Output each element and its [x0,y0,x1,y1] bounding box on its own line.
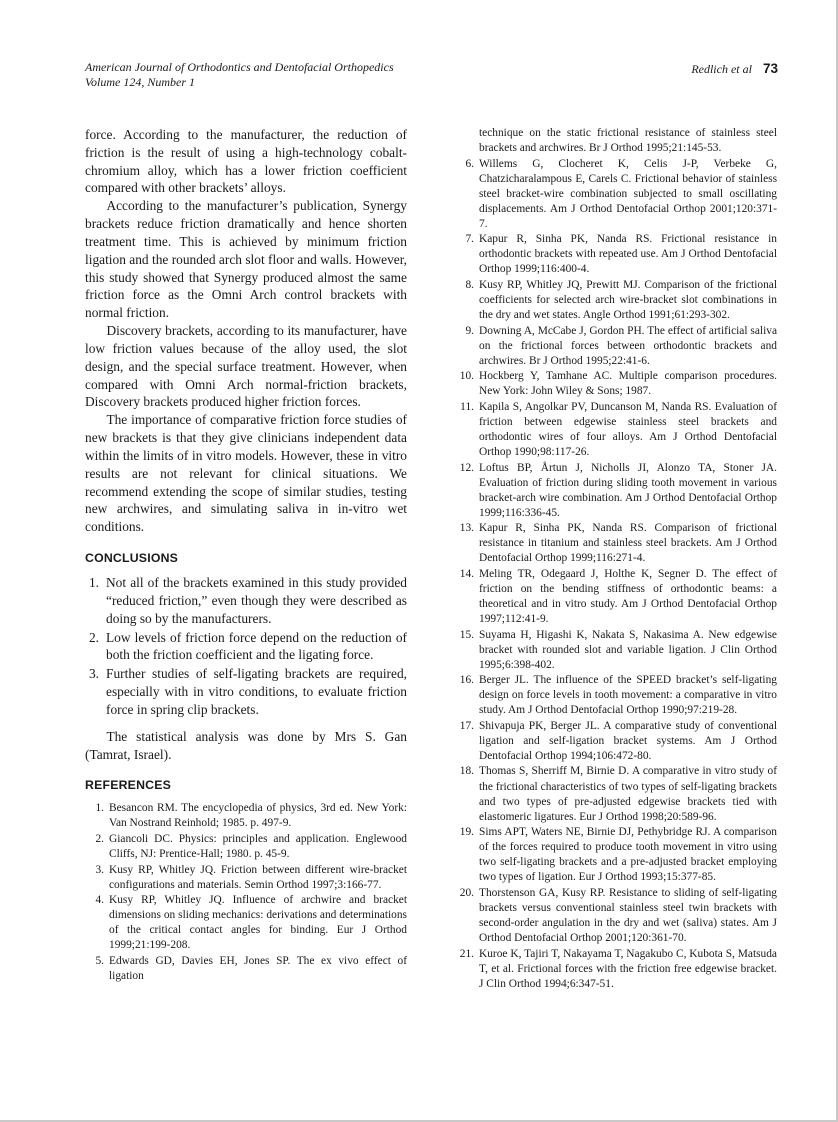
reference-number: 4. [95,894,104,907]
reference-number: 19. [459,826,474,839]
reference-text: Suyama H, Higashi K, Nakata S, Nakasima A. New edgewise bracket with rounded slot and variable ligation. J Clin Orthod 1995;6:398-402. [479,628,777,671]
body-paragraph: Discovery brackets, according to its manufacturer, have low friction values because of the alloy used, the slot design, and the special surface treatment. However, when compared with Omni Arch normal-friction brackets, Discovery brackets produced higher friction forces. [85,323,407,410]
running-authors: Redlich et al [691,62,752,76]
reference-number: 13. [459,522,474,535]
page-number: 73 [762,61,778,76]
reference-item [85,863,407,893]
reference-item [455,369,777,399]
reference-number: 1. [95,802,104,815]
reference-text: Hockberg Y, Tamhane AC. Multiple comparison procedures. New York: John Wiley & Sons; 1987. [479,370,777,398]
journal-header-block [85,60,394,90]
reference-text: Shivapuja PK, Berger JL. A comparative study of conventional ligation and self-ligation bracket systems. Am J Orthod Dentofacial Orthop 1994;106:472-80. [479,719,777,762]
conclusion-item [85,665,407,718]
acknowledgment-paragraph: The statistical analysis was done by Mrs S. Gan (Tamrat, Israel). [85,728,407,762]
reference-text: Loftus BP, Årtun J, Nicholls JI, Alonzo TA, Stoner JA. Evaluation of friction during sliding tooth movement in various bracket-arch wire combination. Am J Orthod Dentofacial Orthop 1999;116:336-45. [479,461,777,519]
reference-number: 18. [459,765,474,778]
conclusion-number: 2. [88,629,99,645]
reference-number: 20. [459,886,474,899]
reference-text: Kusy RP, Whitley JQ, Prewitt MJ. Comparison of the frictional coefficients for selected arch wire-bracket slot combinations in the dry and wet states. Angle Orthod 1991;61:293-302. [479,278,777,322]
reference-continuation: technique on the static frictional resistance of stainless steel brackets and archwires. Br J Orthod 1995;21:145-53. [479,127,777,155]
reference-text: Kuroe K, Tajiri T, Nakayama T, Nagakubo C, Kubota S, Matsuda T, et al. Frictional forces with the friction free edgewise bracket. J Clin Orthod 1994;6:347-51. [479,947,777,990]
reference-item [455,947,777,992]
left-column [85,126,407,992]
reference-text: Besancon RM. The encyclopedia of physics, 3rd ed. New York: Van Nostrand Reinhold; 1985. p. 497-9. [109,802,407,830]
reference-text: Giancoli DC. Physics: principles and application. Englewood Cliffs, NJ: Prentice-Hall; 1980. p. 45-9. [109,832,407,860]
reference-item [85,954,407,984]
reference-text: Thorstenson GA, Kusy RP. Resistance to sliding of self-ligating brackets versus conventional stainless steel twin brackets with second-order angulation in the dry and wet (saliva) states. Am J Orthod Dentofacial Orthop 2001;120:361-70. [479,886,777,944]
reference-item [85,832,407,862]
reference-item [455,719,777,764]
body-paragraph: According to the manufacturer’s publication, Synergy brackets reduce friction dramatically and hence shorten treatment time. This is achieved by minimum friction ligation and the rounded arch slot floor and walls. However, this study showed that Synergy produced almost the same friction force as the Omni Arch control brackets with normal friction. [85,198,407,321]
reference-item [455,521,777,566]
reference-number: 5. [95,954,104,967]
reference-number: 6. [465,157,474,170]
reference-number: 2. [95,832,104,845]
reference-item [455,324,777,369]
reference-text: Downing A, McCabe J, Gordon PH. The effect of artificial saliva on the frictional forces between orthodontic brackets and archwires. Br J Orthod 1995;22:41-6. [479,324,777,367]
page-header [85,60,778,90]
reference-text: Willems G, Clocheret K, Celis J-P, Verbeke G, Chatzicharalampous E, Carels C. Frictional behavior of stainless steel bracket-wire combination subjected to small oscillating displacements. Am J Orthod Dentofacial Orthop 2001;120:371-7. [479,157,777,230]
reference-number: 12. [459,461,474,474]
reference-number: 15. [459,628,474,641]
reference-item [455,673,777,718]
journal-issue: Volume 124, Number 1 [85,75,195,89]
reference-item [455,825,777,885]
right-column [455,126,777,992]
reference-text: Kapur R, Sinha PK, Nanda RS. Frictional resistance in orthodontic brackets with repeated use. Am J Orthod Dentofacial Orthop 1999;116:400-4. [479,233,777,276]
reference-item [85,893,407,953]
reference-number: 8. [465,278,474,291]
conclusions-heading: CONCLUSIONS [85,551,179,566]
body-paragraph: The importance of comparative friction force studies of new brackets is that they give clinicians independent data within the limits of in vitro models. However, these in vitro results are not relevant for clinical situations. We recommend extending the scope of similar studies, testing new archwires, and simulating saliva in in-vitro wet conditions. [85,412,407,535]
reference-item [455,232,777,277]
reference-item [455,278,777,323]
reference-number: 7. [465,233,474,246]
conclusion-text: Not all of the brackets examined in this study provided “reduced friction,” even though they were described as doing so by the manufacturers. [106,575,407,626]
reference-text: Berger JL. The influence of the SPEED bracket’s self-ligating design on force levels in tooth movement: a comparative in vitro study. Am J Orthod Dentofacial Orthop 1990;97:219-28. [479,674,777,717]
reference-text: Meling TR, Odegaard J, Holthe K, Segner D. The effect of friction on the bending stiffness of orthodontic beams: a theoretical and in vitro study. Am J Orthod Dentofacial Orthop 1997;112:41-9. [479,567,777,625]
reference-text: Kusy RP, Whitley JQ. Influence of archwire and bracket dimensions on sliding mechanics: derivations and determinations of the critical contact angles for binding. Eur J Orthod 1999;21:199-208. [109,894,407,952]
reference-number: 9. [465,324,474,337]
running-head [691,60,778,77]
reference-number: 17. [459,719,474,732]
reference-number: 11. [460,400,474,413]
body-paragraph: force. According to the manufacturer, the reduction of friction is the result of using a high-technology cobalt-chromium alloy, which has a lower friction coefficient compared with other brackets’ alloys. [85,127,407,196]
journal-title: American Journal of Orthodontics and Dentofacial Orthopedics [85,60,394,74]
reference-text: Thomas S, Sherriff M, Birnie D. A comparative in vitro study of the frictional characteristics of two types of self-ligating brackets and two types of pre-adjusted edgewise brackets tied with elastomeric ligatures. Eur J Orthod 1998;20:589-96. [479,765,777,823]
reference-number: 21. [459,947,474,960]
conclusion-number: 1. [88,575,99,591]
reference-item [455,886,777,946]
reference-number: 3. [95,863,104,876]
reference-item [85,801,407,831]
reference-text: Edwards GD, Davies EH, Jones SP. The ex vivo effect of ligation [109,954,407,982]
reference-number: 14. [459,567,474,580]
conclusion-text: Further studies of self-ligating brackets are required, especially with in vitro conditions, to evaluate friction force in spring clip brackets. [106,666,407,717]
reference-item [455,628,777,673]
reference-text: Sims APT, Waters NE, Birnie DJ, Pethybridge RJ. A comparison of the forces required to produce tooth movement in vitro using two self-ligating brackets and a pre-adjusted bracket employing two types of ligation. Eur J Orthod 1993;15:377-85. [479,826,777,884]
reference-text: Kapur R, Sinha PK, Nanda RS. Comparison of frictional resistance in titanium and stainless steel brackets. Am J Orthod Dentofacial Orthop 1999;116:271-4. [479,522,777,565]
conclusion-item [85,574,407,627]
reference-item [455,400,777,460]
two-column-body [85,126,778,992]
conclusion-number: 3. [88,666,99,682]
reference-item [455,157,777,232]
conclusion-item [85,629,407,665]
references-heading: REFERENCES [85,778,172,793]
reference-item [455,764,777,824]
reference-text: Kusy RP, Whitley JQ. Friction between different wire-bracket configurations and materials. Semin Orthod 1997;3:166-77. [109,863,407,891]
reference-item [455,567,777,627]
conclusion-text: Low levels of friction force depend on the reduction of both the friction coefficient and the ligating force. [106,629,407,663]
reference-number: 10. [459,370,474,383]
reference-text: Kapila S, Angolkar PV, Duncanson M, Nanda RS. Evaluation of friction between edgewise stainless steel brackets and orthodontic wires of four alloys. Am J Orthod Dentofacial Orthop 1990;98:117-26. [479,400,777,458]
reference-number: 16. [459,674,474,687]
reference-item [455,461,777,521]
